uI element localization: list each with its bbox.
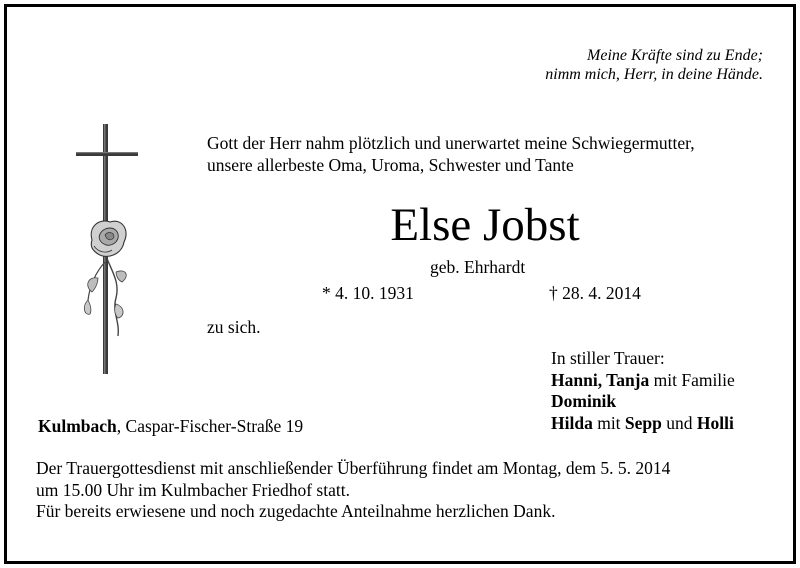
address-street: , Caspar-Fischer-Straße 19 (116, 416, 304, 436)
motto-line-1: Meine Kräfte sind zu Ende; (587, 47, 763, 64)
address (38, 416, 303, 437)
mourners-line-1 (551, 370, 735, 392)
service-info (36, 458, 670, 523)
service-line-2: um 15.00 Uhr im Kulmbacher Friedhof statt. (36, 479, 350, 500)
mourner-name-holli: Holli (696, 412, 734, 433)
birth-date: * 4. 10. 1931 (322, 283, 414, 303)
intro-line-2: unsere allerbeste Oma, Uroma, Schwester und Tante (207, 155, 574, 175)
motto-verse (545, 46, 763, 84)
intro-line-1: Gott der Herr nahm plötzlich und unerwartet meine Schwiegermutter, (207, 133, 695, 153)
mourner-connector-2: und (661, 412, 697, 433)
mourners-line-3 (551, 413, 735, 435)
deceased-name: Else Jobst (390, 199, 580, 251)
mourner-names-1: Hanni, Tanja (551, 369, 650, 390)
death-date: † 28. 4. 2014 (549, 283, 641, 303)
mourner-connector-1: mit (592, 412, 625, 433)
mourners-line-2 (551, 391, 735, 413)
mourners-block (551, 348, 735, 434)
maiden-name: geb. Ehrhardt (430, 257, 526, 277)
mourner-names-2: Dominik (551, 391, 617, 411)
service-line-3: Für bereits erwiesene und noch zugedachte Anteilnahme herzlichen Dank. (36, 501, 556, 521)
motto-line-2: nimm mich, Herr, in deine Hände. (545, 66, 763, 83)
intro-text (207, 132, 695, 176)
mourner-suffix-1: mit Familie (649, 369, 735, 390)
mourners-heading: In stiller Trauer: (551, 348, 665, 368)
closing-phrase: zu sich. (207, 317, 261, 337)
mourner-name-hilda: Hilda (551, 412, 593, 433)
address-town: Kulmbach (38, 416, 117, 436)
service-line-1: Der Trauergottesdienst mit anschließender Überführung findet am Montag, dem 5. 5. 2014 (36, 458, 671, 478)
mourner-name-sepp: Sepp (624, 412, 662, 433)
